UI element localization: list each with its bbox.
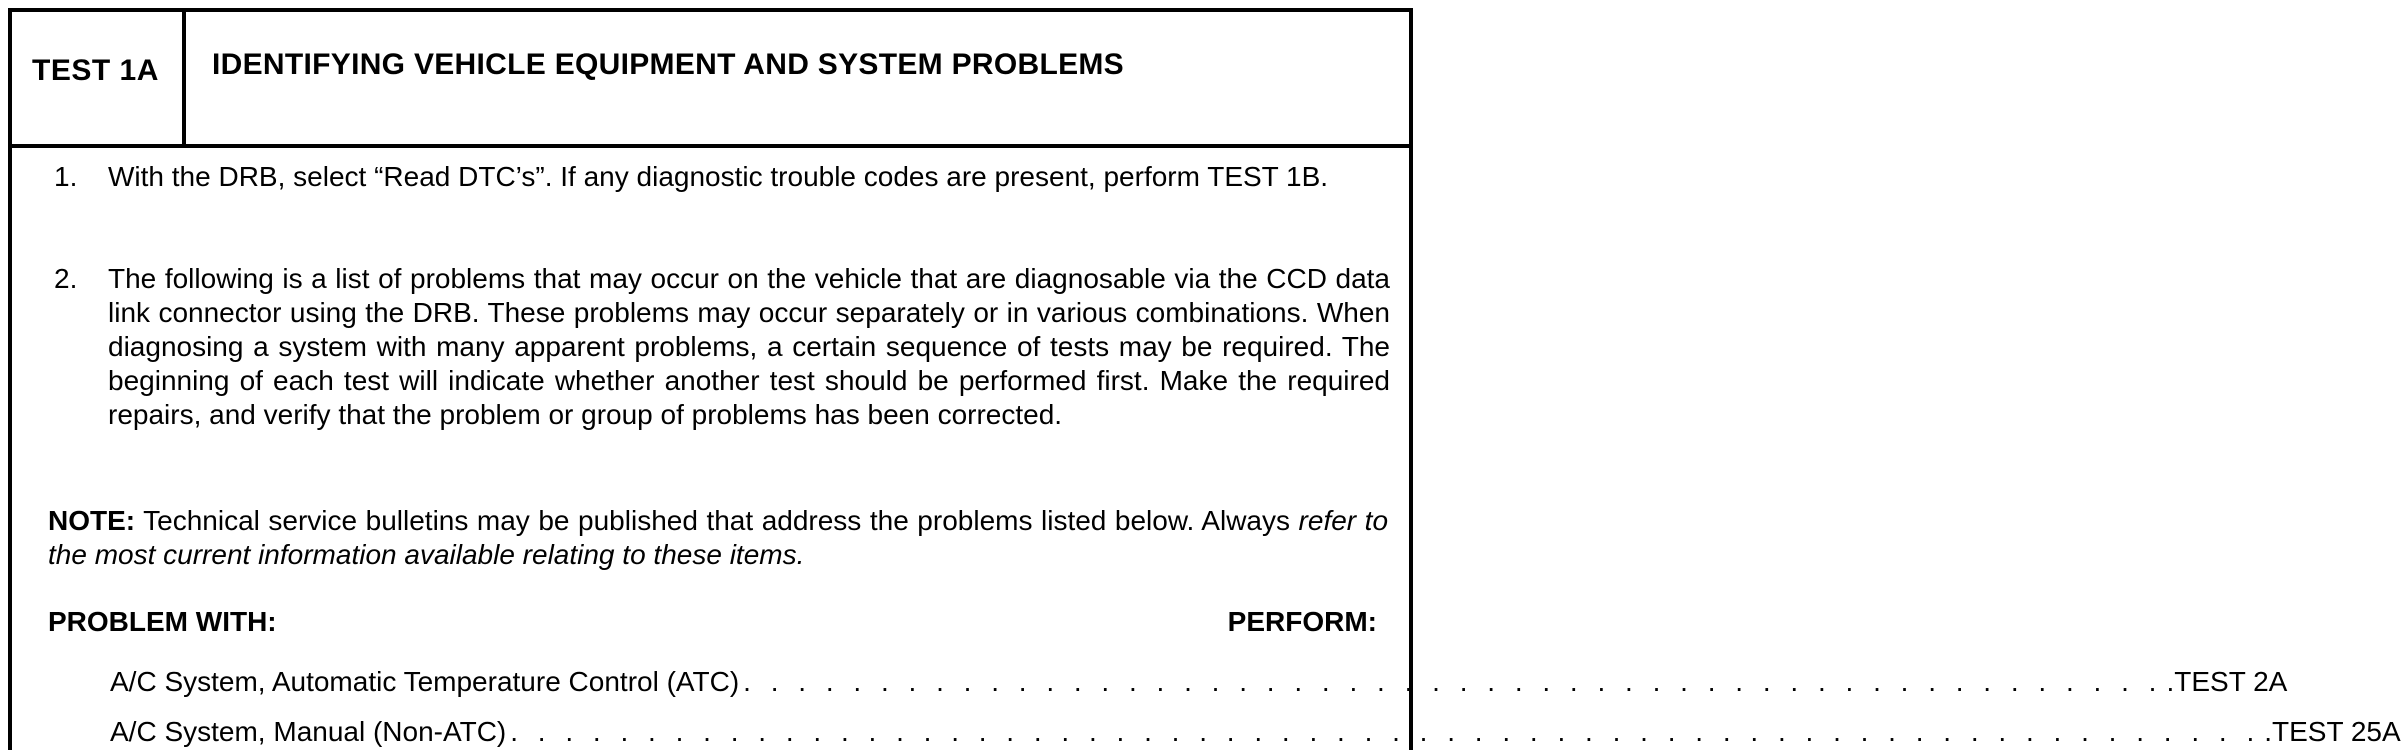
note-text-italic: refer to the most current information available relating to these items. xyxy=(48,505,1389,570)
step-number: 2. xyxy=(54,263,78,294)
step-number: 1. xyxy=(54,161,78,192)
dot-leader: . . . . . . . . . . . . . . . . . . . . . . . . . . . . . . . . . . . . . . . . . . . . . . . . . . . . xyxy=(743,666,2163,697)
problem-row xyxy=(110,714,2401,750)
document-page xyxy=(8,8,2401,750)
step-text: With the DRB, select “Read DTC’s”. If any diagnostic trouble codes are present, perform TEST 1B. xyxy=(108,161,1329,192)
perform-test: .TEST 25A xyxy=(2264,716,2401,747)
step-text: The following is a list of problems that may occur on the vehicle that are diagnosable via the CCD data link connector using the DRB. These problems may occur separately or in various combinations. When diagnosing a system with many apparent problems, a certain sequence of tests may be required. The beginning of each test will indicate whether another test should be performed first. Make the required repairs, and verify that the problem or group of problems has been corrected. xyxy=(108,263,1390,430)
test-header xyxy=(12,12,1409,148)
test-title: IDENTIFYING VEHICLE EQUIPMENT AND SYSTEM PROBLEMS xyxy=(212,48,1124,81)
problem-row xyxy=(110,664,2288,700)
note-paragraph xyxy=(48,504,1388,572)
note-text: Technical service bulletins may be published that address the problems listed below. Always xyxy=(135,505,1290,536)
perform-column-header: PERFORM: xyxy=(1227,606,1377,637)
problem-column-header: PROBLEM WITH: xyxy=(48,606,277,637)
test-id: TEST 1A xyxy=(32,54,159,87)
problem-label: A/C System, Automatic Temperature Control (ATC) xyxy=(110,666,740,697)
dot-leader: . . . . . . . . . . . . . . . . . . . . . . . . . . . . . . . . . . . . . . . . . . . . . . . . . . . . . . . . . . . . . . . . xyxy=(510,716,2261,747)
perform-test: .TEST 2A xyxy=(2166,666,2288,697)
problem-label: A/C System, Manual (Non-ATC) xyxy=(110,716,507,747)
test-id-cell xyxy=(12,12,186,144)
note-label: NOTE: xyxy=(48,505,136,536)
